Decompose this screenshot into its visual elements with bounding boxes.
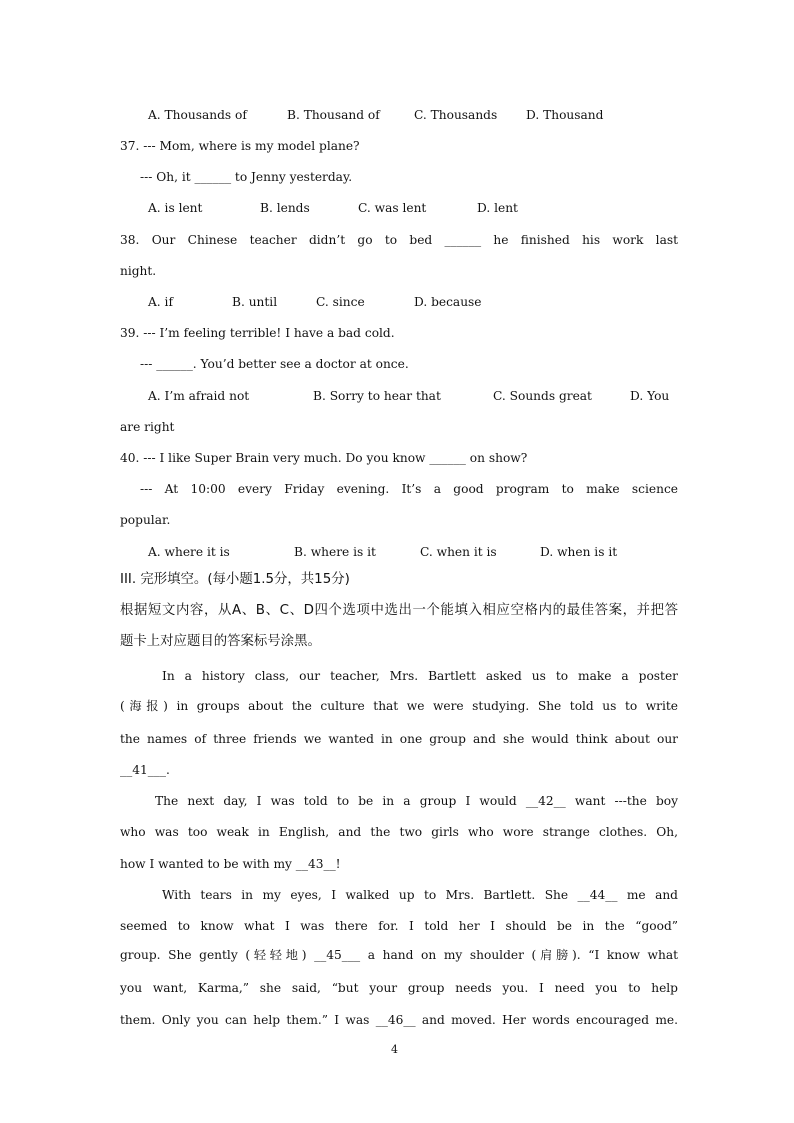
- q37-stem: 37. --- Mom, where is my model plane?: [120, 139, 360, 153]
- q38-option-c: C. since: [316, 295, 365, 309]
- passage-line-2: (海报) in groups about the culture that we were studying. She told us to write: [120, 699, 678, 713]
- q36-option-c: C. Thousands: [414, 108, 498, 122]
- q36-option-d: D. Thousand: [526, 108, 604, 122]
- q40-reply-line1: --- At 10:00 every Friday evening. It’s a good program to make science: [140, 482, 678, 496]
- passage-line-7: how I wanted to be with my __43__!: [120, 857, 341, 871]
- q39-option-b: B. Sorry to hear that: [313, 389, 441, 403]
- passage-line-1: In a history class, our teacher, Mrs. Bartlett asked us to make a poster: [162, 669, 678, 683]
- q37-option-b: B. lends: [260, 201, 310, 215]
- q36-option-b: B. Thousand of: [287, 108, 380, 122]
- q39-option-a: A. I’m afraid not: [148, 389, 250, 403]
- q40-reply-line2: popular.: [120, 513, 171, 527]
- passage-line-5: The next day, I was told to be in a group I would __42__ want ---the boy: [155, 794, 678, 808]
- passage-line-8: With tears in my eyes, I walked up to Mrs. Bartlett. She __44__ me and: [162, 888, 678, 902]
- section3-instruction-line1: 根据短文内容，从A、B、C、D四个选项中选出一个能填入相应空格内的最佳答案，并把答: [120, 603, 678, 618]
- q36-option-a: A. Thousands of: [148, 108, 247, 122]
- q39-option-c: C. Sounds great: [493, 389, 592, 403]
- q40-option-b: B. where is it: [294, 545, 376, 559]
- q40-stem: 40. --- I like Super Brain very much. Do you know ______ on show?: [120, 451, 528, 465]
- q37-option-d: D. lent: [477, 201, 518, 215]
- q37-option-a: A. is lent: [148, 201, 203, 215]
- passage-line-9: seemed to know what I was there for. I told her I should be in the “good”: [120, 919, 678, 933]
- q38-stem-line1: 38. Our Chinese teacher didn’t go to bed ______ he finished his work last: [120, 233, 678, 247]
- q37-reply: --- Oh, it ______ to Jenny yesterday.: [140, 170, 353, 184]
- q39-stem: 39. --- I’m feeling terrible! I have a bad cold.: [120, 326, 395, 340]
- q38-option-b: B. until: [232, 295, 278, 309]
- section3-instruction-line2: 题卡上对应题目的答案标号涂黑。: [120, 634, 321, 649]
- section3-heading: III. 完形填空。(每小题1.5分，共15分): [120, 572, 350, 587]
- q39-option-d: D. You: [630, 389, 670, 403]
- q38-option-a: A. if: [148, 295, 173, 309]
- page-number: 4: [391, 1043, 398, 1056]
- q39-option-d-wrap: are right: [120, 420, 175, 434]
- q40-option-d: D. when is it: [540, 545, 618, 559]
- q38-option-d: D. because: [414, 295, 482, 309]
- q39-reply: --- ______. You’d better see a doctor at once.: [140, 357, 409, 371]
- q37-option-c: C. was lent: [358, 201, 427, 215]
- passage-line-12: them. Only you can help them.” I was __46__ and moved. Her words encouraged me.: [120, 1013, 678, 1027]
- q38-stem-line2: night.: [120, 264, 157, 278]
- q40-option-c: C. when it is: [420, 545, 497, 559]
- passage-line-10: group. She gently (轻轻地) __45___ a hand on my shoulder (肩膀). “I know what: [120, 948, 678, 962]
- passage-line-11: you want, Karma,” she said, “but your group needs you. I need you to help: [120, 981, 678, 995]
- passage-line-3: the names of three friends we wanted in one group and she would think about our: [120, 732, 678, 746]
- passage-line-6: who was too weak in English, and the two girls who wore strange clothes. Oh,: [120, 825, 678, 839]
- passage-line-4: __41___.: [120, 763, 170, 777]
- q40-option-a: A. where it is: [148, 545, 230, 559]
